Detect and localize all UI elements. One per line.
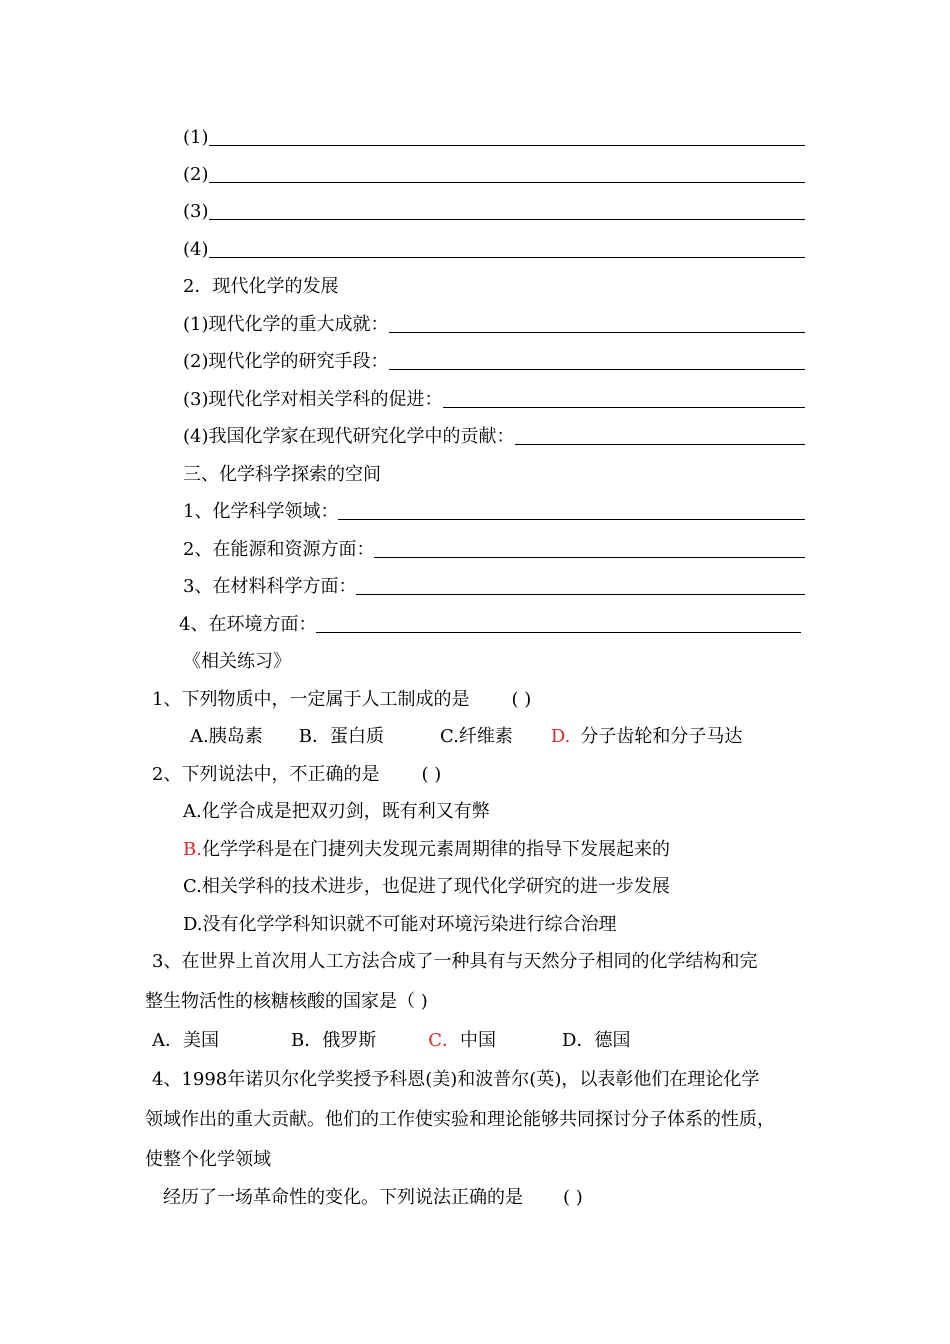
question-1-options	[190, 723, 742, 751]
answer-blank	[316, 632, 801, 633]
question-4-line-2	[145, 1106, 775, 1134]
answer-blank	[374, 557, 805, 558]
question-text: 3、在世界上首次用人工方法合成了一种具有与天然分子相同的化学结构和完	[152, 951, 758, 972]
question-2-option-d	[183, 911, 617, 939]
answer-blank	[356, 594, 805, 595]
item-label: 3、在材料科学方面：	[183, 576, 357, 597]
blank-label: (3)	[183, 201, 209, 222]
option-b: B．蛋白质	[298, 726, 384, 747]
answer-paren: ( )	[511, 689, 532, 710]
section-2-item-1	[183, 311, 805, 339]
blank-label: (4)	[183, 239, 209, 260]
option-b: B．俄罗斯	[291, 1030, 377, 1051]
question-3-stem-1	[152, 948, 757, 976]
section-3-item-2	[183, 536, 805, 564]
question-text: 1、下列物质中，一定属于人工制成的是	[152, 689, 470, 710]
blank-line-4	[183, 236, 805, 264]
option-c: C.相关学科的技术进步，也促进了现代化学研究的进一步发展	[183, 876, 670, 897]
question-2-stem	[152, 761, 441, 789]
question-text: 领域作出的重大贡献。他们的工作使实验和理论能够共同探讨分子体系的性质，	[145, 1109, 775, 1130]
question-text: 使整个化学领域	[145, 1149, 271, 1170]
question-2-option-c	[183, 873, 670, 901]
section-3-title	[183, 461, 381, 489]
answer-paren: ( )	[563, 1187, 583, 1208]
item-label: (3)现代化学对相关学科的促进：	[183, 389, 443, 410]
question-3-options	[152, 1027, 630, 1055]
question-2-option-b	[183, 836, 670, 864]
item-label: (4)我国化学家在现代研究化学中的贡献：	[183, 426, 515, 447]
question-4-line-4	[163, 1184, 583, 1212]
option-d: 分子齿轮和分子马达	[580, 726, 743, 747]
answer-blank	[443, 407, 806, 408]
section-2-item-3	[183, 386, 805, 414]
answer-blank	[209, 257, 806, 258]
option-c: 中国	[460, 1030, 497, 1051]
option-c: C.纤维素	[439, 726, 513, 747]
question-text: 整生物活性的核糖核酸的国家是（ )	[145, 991, 428, 1012]
option-b: 化学学科是在门捷列夫发现元素周期律的指导下发展起来的	[201, 839, 670, 860]
blank-line-3	[183, 198, 805, 226]
blank-label: (2)	[183, 164, 209, 185]
option-a: A.胰岛素	[190, 726, 263, 747]
item-label: (2)现代化学的研究手段：	[183, 351, 389, 372]
option-b-letter: B.	[183, 839, 202, 860]
answer-blank	[389, 332, 806, 333]
question-text: 经历了一场革命性的变化。下列说法正确的是	[163, 1187, 523, 1208]
answer-blank	[209, 182, 806, 183]
option-c-letter: C．	[428, 1030, 461, 1051]
option-a: A．美国	[152, 1030, 219, 1051]
question-text: 4、1998年诺贝尔化学奖授予科恩(美)和波普尔(英)，以表彰他们在理论化学	[152, 1069, 760, 1090]
practice-title	[183, 648, 291, 676]
item-label: 4、在环境方面：	[179, 614, 317, 635]
section-3-item-1	[183, 498, 805, 526]
answer-blank	[515, 444, 806, 445]
practice-heading: 《相关练习》	[183, 651, 291, 672]
section-title: 2．现代化学的发展	[183, 276, 339, 297]
question-2-option-a	[183, 798, 490, 826]
item-label: 2、在能源和资源方面：	[183, 539, 375, 560]
section-title: 三、化学科学探索的空间	[183, 464, 381, 485]
option-d: D.没有化学学科知识就不可能对环境污染进行综合治理	[183, 914, 617, 935]
section-2-item-4	[183, 423, 805, 451]
question-4-line-3	[145, 1146, 271, 1174]
section-2-title	[183, 273, 338, 301]
answer-paren: ( )	[421, 764, 442, 785]
option-d: D．德国	[562, 1030, 631, 1051]
option-d-letter: D.	[550, 726, 571, 747]
answer-blank	[209, 145, 806, 146]
question-3-stem-2	[145, 988, 428, 1016]
blank-label: (1)	[183, 127, 209, 148]
item-label: (1)现代化学的重大成就：	[183, 314, 389, 335]
question-4-line-1	[152, 1066, 759, 1094]
section-3-item-3	[183, 573, 805, 601]
option-a: A.化学合成是把双刃剑，既有利又有弊	[183, 801, 490, 822]
answer-blank	[389, 369, 806, 370]
item-label: 1、化学科学领域：	[183, 501, 339, 522]
blank-line-1	[183, 124, 805, 152]
question-1-stem	[152, 686, 531, 714]
section-3-item-4	[179, 611, 801, 639]
section-2-item-2	[183, 348, 805, 376]
answer-blank	[338, 519, 805, 520]
question-text: 2、下列说法中，不正确的是	[152, 764, 380, 785]
blank-line-2	[183, 161, 805, 189]
answer-blank	[209, 219, 806, 220]
